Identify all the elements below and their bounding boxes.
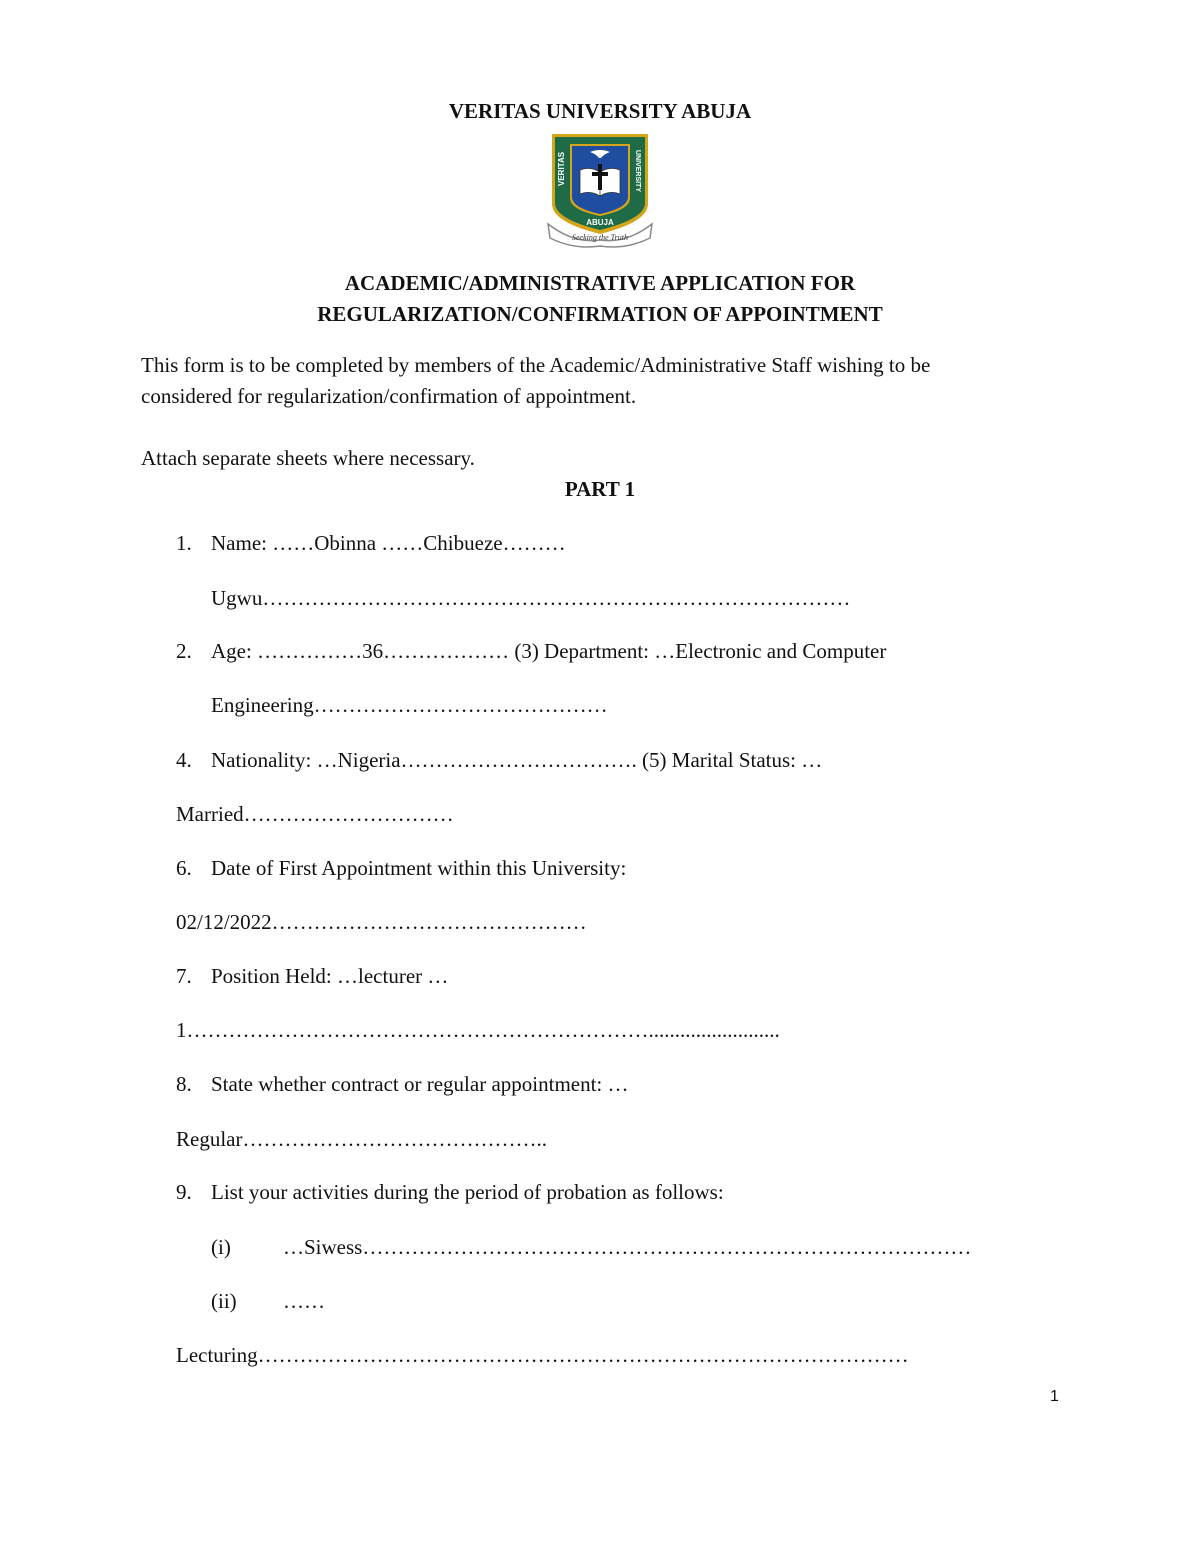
- date-number: 6.: [176, 856, 192, 880]
- department-field-continued: Engineering……………………………………: [211, 693, 608, 717]
- activity-i-value: …Siwess……………………………………………………………………………: [283, 1235, 972, 1259]
- intro-line2: considered for regularization/confirmation of appointment.: [141, 384, 637, 408]
- activity-ii-value: ……: [283, 1289, 325, 1313]
- name-field: Name: ……Obinna ……Chibueze………: [211, 531, 566, 555]
- form-title-line1: ACADEMIC/ADMINISTRATIVE APPLICATION FOR: [344, 271, 856, 295]
- form-title-line2: REGULARIZATION/CONFIRMATION OF APPOINTMENT: [317, 302, 883, 326]
- name-field-continued: Ugwu…………………………………………………………………………: [211, 586, 851, 610]
- date-first-appointment-value: 02/12/2022………………………………………: [176, 910, 587, 934]
- attach-note: Attach separate sheets where necessary.: [141, 446, 475, 470]
- nationality-marital-field: Nationality: …Nigeria……………………………. (5) Marital Status: …: [211, 748, 823, 772]
- logo-motto: Seeking the Truth: [572, 233, 628, 242]
- position-held-field: Position Held: …lecturer …: [211, 964, 449, 988]
- marital-status-continued: Married…………………………: [176, 802, 454, 826]
- activities-number: 9.: [176, 1180, 192, 1204]
- intro-line1: This form is to be completed by members of the Academic/Administrative Staff wishing to be: [141, 353, 931, 377]
- position-held-continued: 1………………………………………………………….........................: [176, 1018, 780, 1042]
- contract-number: 8.: [176, 1072, 192, 1096]
- contract-regular-value: Regular……………………………………..: [176, 1127, 547, 1151]
- contract-regular-label: State whether contract or regular appointment: …: [211, 1072, 629, 1096]
- logo-right-text: UNIVERSITY: [634, 150, 641, 193]
- university-name: VERITAS UNIVERSITY ABUJA: [448, 99, 752, 123]
- name-number: 1.: [176, 531, 192, 555]
- age-number: 2.: [176, 639, 192, 663]
- activities-label: List your activities during the period of probation as follows:: [211, 1180, 724, 1204]
- page-number: 1: [1050, 1388, 1059, 1405]
- age-department-field: Age: ……………36……………… (3) Department: …Electronic and Computer: [211, 639, 887, 663]
- activity-ii-continued: Lecturing…………………………………………………………………………………: [176, 1343, 909, 1367]
- nationality-number: 4.: [176, 748, 192, 772]
- date-first-appointment-label: Date of First Appointment within this University:: [211, 856, 627, 880]
- activity-i-label: (i): [211, 1235, 231, 1259]
- university-crest-logo: [544, 126, 656, 248]
- logo-left-text: VERITAS: [557, 151, 566, 186]
- position-number: 7.: [176, 964, 192, 988]
- part-title: PART 1: [564, 477, 636, 501]
- logo-bottom-text: ABUJA: [586, 218, 614, 227]
- activity-ii-label: (ii): [211, 1289, 237, 1313]
